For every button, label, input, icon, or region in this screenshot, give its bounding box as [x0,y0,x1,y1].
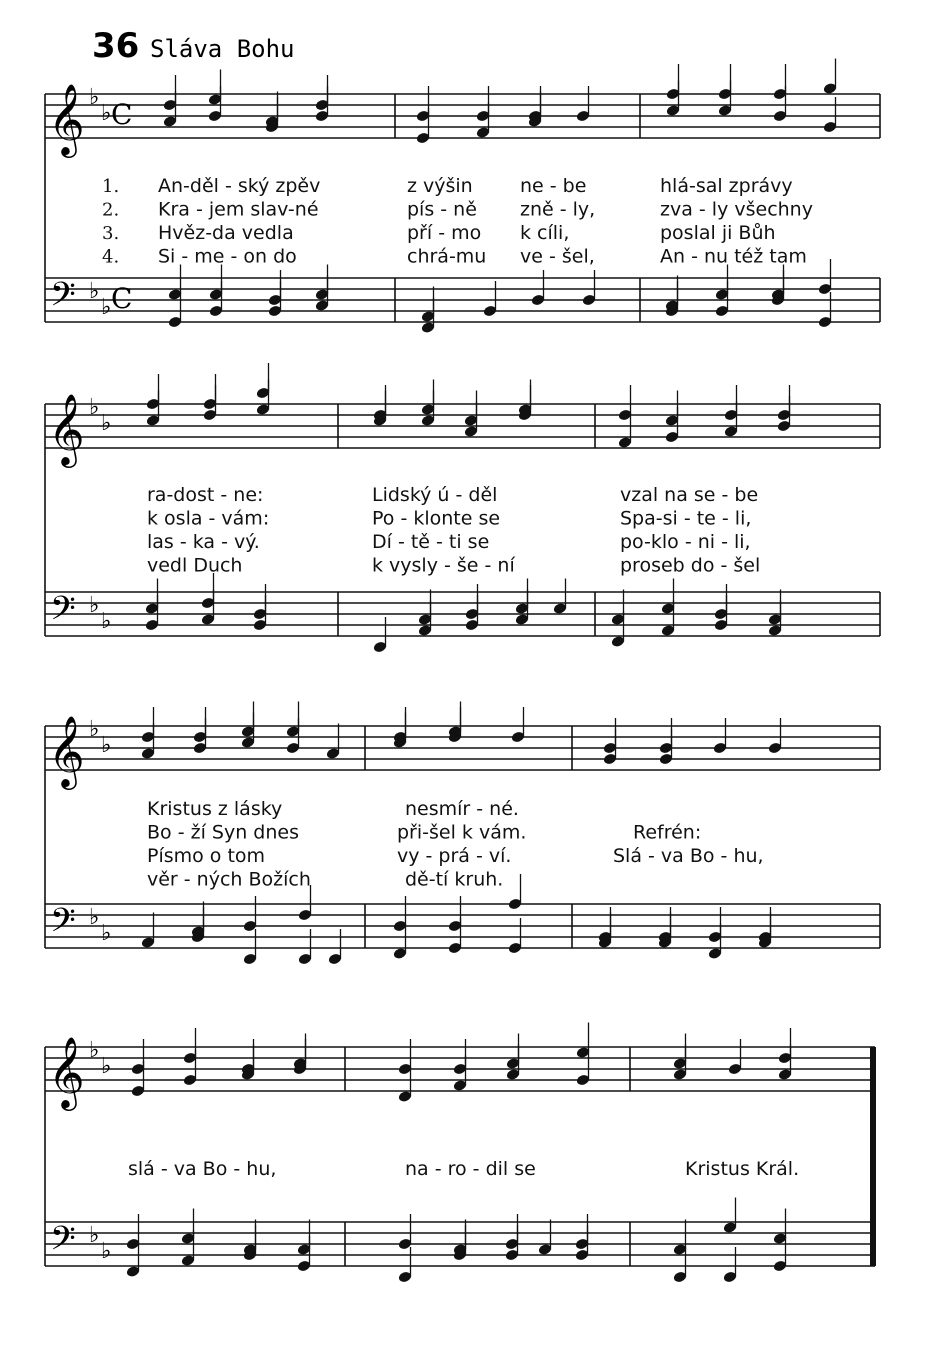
lyric-text: Slá - va Bo - hu, [613,845,764,867]
lyric-text: vy - prá - ví. [397,845,512,867]
treble-clef-icon: 𝄞 [48,714,85,787]
lyric-text: ve - šel, [520,245,595,268]
treble-clef-icon: 𝄞 [48,82,85,155]
lyric-text: slá - va Bo - hu, [128,1158,277,1180]
treble-clef-icon: 𝄞 [48,1035,85,1108]
lyric-text: Lidský ú - děl [372,484,498,506]
lyric-text: Refrén: [633,821,702,844]
lyric-text: věr - ných Božích [147,868,311,891]
bass-clef-icon: 𝄢 [50,902,76,948]
verse-number: 2. [102,199,120,221]
lyric-text: zně - ly, [520,198,596,221]
lyric-text: Dí - tě - ti se [372,531,490,553]
flat-icon: ♭ [89,905,100,930]
flat-icon: ♭ [101,1054,112,1079]
lyric-text: chrá-mu [407,245,487,268]
lyric-text: pís - ně [407,198,477,221]
lyric-text: k cíli, [520,222,570,244]
verse-number: 3. [102,223,120,244]
lyric-text: po-klo - ni - li, [620,531,751,553]
bass-clef-icon: 𝄢 [50,276,76,322]
lyric-text: Bo - ží Syn dnes [147,821,299,844]
final-barline [870,1047,876,1266]
flat-icon: ♭ [101,609,112,634]
lyric-text: na - ro - dil se [405,1158,536,1180]
lyric-text: proseb do - šel [620,554,761,577]
lyric-text: Kristus z lásky [147,798,283,820]
bass-clef-icon: 𝄢 [50,1220,76,1266]
lyric-text: Písmo o tom [147,845,266,867]
lyric-text: ne - be [520,175,587,197]
lyric-text: An - nu též tam [660,245,807,268]
lyric-text: Spa-si - te - li, [620,507,752,530]
lyric-text: ra-dost - ne: [147,484,264,506]
treble-clef-icon: 𝄞 [48,392,85,465]
lyric-text: při-šel k vám. [397,821,527,844]
time-signature: C [111,98,133,131]
lyric-text: hlá-sal zprávy [660,175,793,197]
flat-icon: ♭ [101,921,112,946]
lyric-text: las - ka - vý. [147,531,260,553]
flat-icon: ♭ [89,593,100,618]
lyric-text: poslal ji Bůh [660,222,776,244]
lyric-text: Po - klonte se [372,507,501,530]
lyric-text: nesmír - né. [405,798,519,820]
lyric-text: pří - mo [407,222,482,244]
hymn-title: Sláva Bohu [150,35,295,63]
flat-icon: ♭ [89,279,100,304]
flat-icon: ♭ [89,1038,100,1063]
flat-icon: ♭ [89,395,100,420]
lyric-text: An-děl - ský zpěv [158,175,321,197]
verse-number: 1. [102,176,120,197]
lyric-text: Kristus Král. [685,1158,800,1180]
flat-icon: ♭ [101,733,112,758]
lyric-text: vedl Duch [147,554,243,577]
flat-icon: ♭ [101,411,112,436]
flat-icon: ♭ [101,295,112,320]
bass-clef-icon: 𝄢 [50,590,76,636]
flat-icon: ♭ [89,85,100,110]
lyric-text: Si - me - on do [158,245,297,268]
flat-icon: ♭ [89,1223,100,1248]
verse-number: 4. [102,246,120,268]
lyric-text: vzal na se - be [620,484,759,506]
lyric-text: zva - ly všechny [660,198,813,221]
lyric-text: k osla - vám: [147,507,270,530]
lyric-text: k vysly - še - ní [372,554,515,577]
lyric-text: dě-tí kruh. [405,868,504,891]
lyric-text: z výšin [407,175,473,197]
flat-icon: ♭ [101,101,112,126]
lyric-text: Hvěz-da vedla [158,222,294,244]
flat-icon: ♭ [101,1239,112,1264]
flat-icon: ♭ [89,717,100,742]
time-signature: C [111,282,133,315]
lyric-text: Kra - jem slav-né [158,198,319,221]
hymn-number: 36 [92,26,140,66]
